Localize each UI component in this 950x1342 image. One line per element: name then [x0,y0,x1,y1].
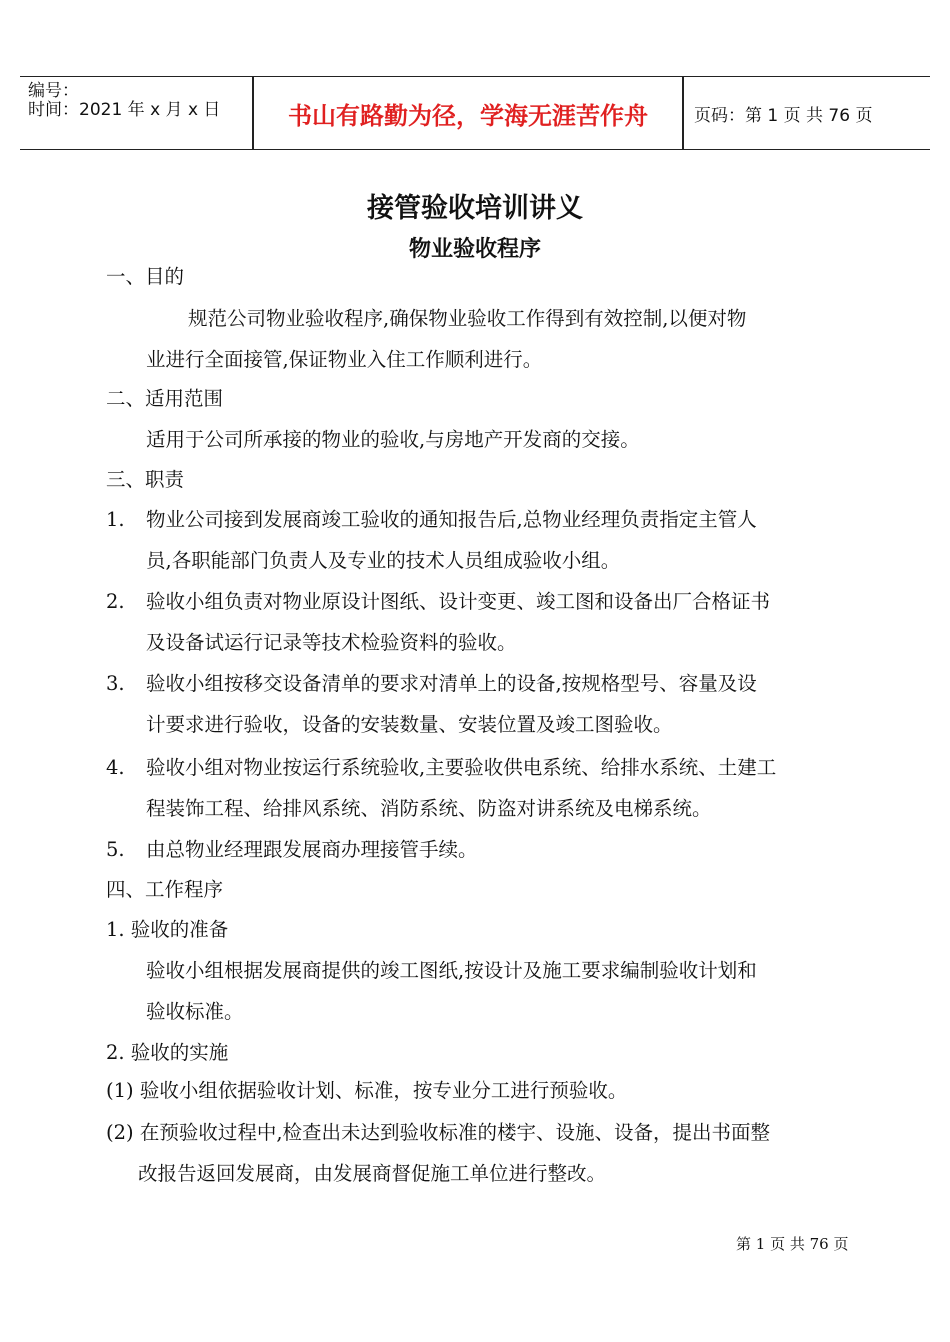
list-number: 5. [106,838,125,861]
list-number: 3. [106,672,125,695]
paragraph-line: 适用于公司所承接的物业的验收,与房地产开发商的交接。 [146,428,640,451]
section-heading: 二、适用范围 [106,387,224,410]
list-item-line: 程装饰工程、给排风系统、消防系统、防盗对讲系统及电梯系统。 [146,797,712,820]
paragraph-line: 验收标准。 [146,1000,244,1023]
list-number: 1. [106,508,125,531]
list-item-line: (1) 验收小组依据验收计划、标准，按专业分工进行预验收。 [106,1079,628,1102]
header-meta [20,77,252,149]
time-label: 时间：2021 年 x 月 x 日 [28,100,221,120]
list-item-line: 物业公司接到发展商竣工验收的通知报告后,总物业经理负责指定主管人 [146,508,757,531]
header-motto: 书山有路勤为径，学海无涯苦作舟 [288,101,648,130]
list-item-line: 由总物业经理跟发展商办理接管手续。 [146,838,478,861]
paragraph-line: 验收小组根据发展商提供的竣工图纸,按设计及施工要求编制验收计划和 [146,959,757,982]
subsection-heading: 2. 验收的实施 [106,1041,229,1064]
list-item-line: 员,各职能部门负责人及专业的技术人员组成验收小组。 [146,549,621,572]
subsection-heading: 1. 验收的准备 [106,918,229,941]
paragraph-line: 规范公司物业验收程序,确保物业验收工作得到有效控制,以便对物 [188,307,747,330]
section-heading: 三、职责 [106,468,185,491]
section-heading: 一、目的 [106,265,185,288]
serial-label: 编号： [28,81,79,101]
paragraph-line: 业进行全面接管,保证物业入住工作顺利进行。 [146,348,543,371]
header-page-info: 页码：第 1 页 共 76 页 [694,105,873,126]
list-item-line: 验收小组按移交设备清单的要求对清单上的设备,按规格型号、容量及设 [146,672,757,695]
list-item-line: 及设备试运行记录等技术检验资料的验收。 [146,631,517,654]
page-footer: 第 1 页 共 76 页 [736,1235,849,1253]
section-heading: 四、工作程序 [106,878,224,901]
list-item-line: 验收小组对物业按运行系统验收,主要验收供电系统、给排水系统、土建工 [146,756,777,779]
list-item-line: 验收小组负责对物业原设计图纸、设计变更、竣工图和设备出厂合格证书 [146,590,771,613]
header-table [20,76,930,150]
list-number: 2. [106,590,125,613]
document-title: 接管验收培训讲义 [367,193,583,224]
list-number: 4. [106,756,125,779]
list-item-line: 计要求进行验收，设备的安装数量、安装位置及竣工图验收。 [146,713,673,736]
list-item-line: (2) 在预验收过程中,检查出未达到验收标准的楼宇、设施、设备，提出书面整 [106,1121,771,1144]
list-item-line: 改报告返回发展商，由发展商督促施工单位进行整改。 [138,1162,607,1185]
document-subtitle: 物业验收程序 [408,237,541,262]
